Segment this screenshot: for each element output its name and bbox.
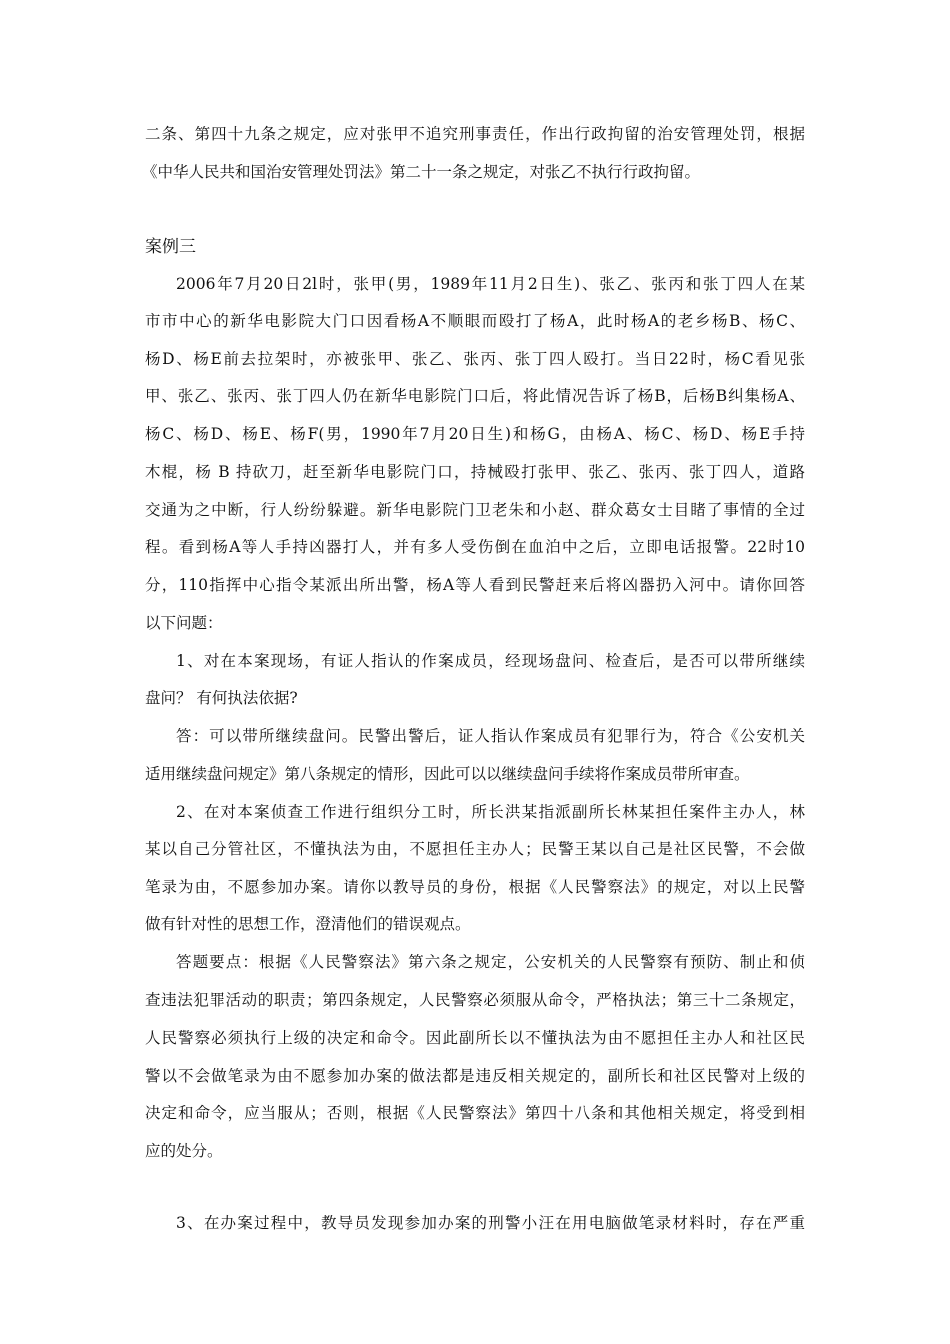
text-line: 以下问题：: [145, 614, 223, 632]
text-line: 木棍，杨 B 持砍刀，赶至新华电影院门口，持械殴打张甲、张乙、张丙、张丁四人，道路: [145, 463, 805, 481]
text-line: 答：可以带所继续盘问。民警出警后，证人指认作案成员有犯罪行为，符合《公安机关: [176, 727, 805, 745]
text-line: 人民警察必须执行上级的决定和命令。因此副所长以不懂执法为由不愿担任主办人和社区民: [145, 1029, 805, 1047]
text-line: 分，110指挥中心指令某派出所出警，杨A等人看到民警赶来后将凶器扔入河中。请你回答: [145, 576, 805, 594]
text-line: 做有针对性的思想工作，澄清他们的错误观点。: [145, 915, 471, 933]
text-line: 《中华人民共和国治安管理处罚法》第二十一条之规定，对张乙不执行行政拘留。: [142, 163, 701, 181]
text-line: 应的处分。: [145, 1142, 223, 1160]
text-line: 市市中心的新华电影院大门口因看杨A不顺眼而殴打了杨A，此时杨A的老乡杨B、杨C、: [145, 312, 805, 330]
text-line: 甲、张乙、张丙、张丁四人仍在新华电影院门口后，将此情况告诉了杨B，后杨B纠集杨A、: [145, 387, 805, 405]
text-line: 二条、第四十九条之规定，应对张甲不追究刑事责任，作出行政拘留的治安管理处罚，根据: [145, 125, 805, 143]
text-line: 决定和命令，应当服从；否则，根据《人民警察法》第四十八条和其他相关规定，将受到相: [145, 1104, 805, 1122]
text-line: 笔录为由，不愿参加办案。请你以教导员的身份，根据《人民警察法》的规定，对以上民警: [145, 878, 805, 896]
text-line: 盘问？ 有何执法依据?: [145, 689, 298, 707]
text-line: 查违法犯罪活动的职责；第四条规定，人民警察必须服从命令，严格执法；第三十二条规定，: [145, 991, 805, 1009]
text-line: 答题要点：根据《人民警察法》第六条之规定，公安机关的人民警察有预防、制止和侦: [176, 953, 805, 971]
text-line: 1、对在本案现场，有证人指认的作案成员，经现场盘问、检查后，是否可以带所继续: [176, 652, 805, 670]
text-line: 2、在对本案侦查工作进行组织分工时，所长洪某指派副所长林某担任案件主办人，林: [176, 803, 805, 821]
text-line: 2006年7月20日2l时，张甲(男，1989年11月2日生)、张乙、张丙和张丁四人在某: [176, 275, 805, 293]
text-line: 警以不会做笔录为由不愿参加办案的做法都是违反相关规定的，副所长和社区民警对上级的: [145, 1067, 805, 1085]
text-line: 交通为之中断，行人纷纷躲避。新华电影院门卫老朱和小赵、群众葛女士目睹了事情的全过: [145, 501, 805, 519]
text-line: 某以自己分管社区，不懂执法为由，不愿担任主办人；民警王某以自己是社区民警，不会做: [145, 840, 805, 858]
text-line: 适用继续盘问规定》第八条规定的情形，因此可以以继续盘问手续将作案成员带所审查。: [145, 765, 750, 783]
section-heading: 案例三: [145, 237, 196, 257]
text-line: 程。看到杨A等人手持凶器打人，并有多人受伤倒在血泊中之后，立即电话报警。22时10: [145, 538, 805, 556]
text-line: 3、在办案过程中，教导员发现参加办案的刑警小汪在用电脑做笔录材料时，存在严重: [176, 1214, 805, 1232]
text-line: 杨C、杨D、杨E、杨F(男，1990年7月20日生)和杨G，由杨A、杨C、杨D、杨E手持: [145, 425, 805, 443]
text-line: 杨D、杨E前去拉架时，亦被张甲、张乙、张丙、张丁四人殴打。当日22时，杨C看见张: [145, 350, 805, 368]
